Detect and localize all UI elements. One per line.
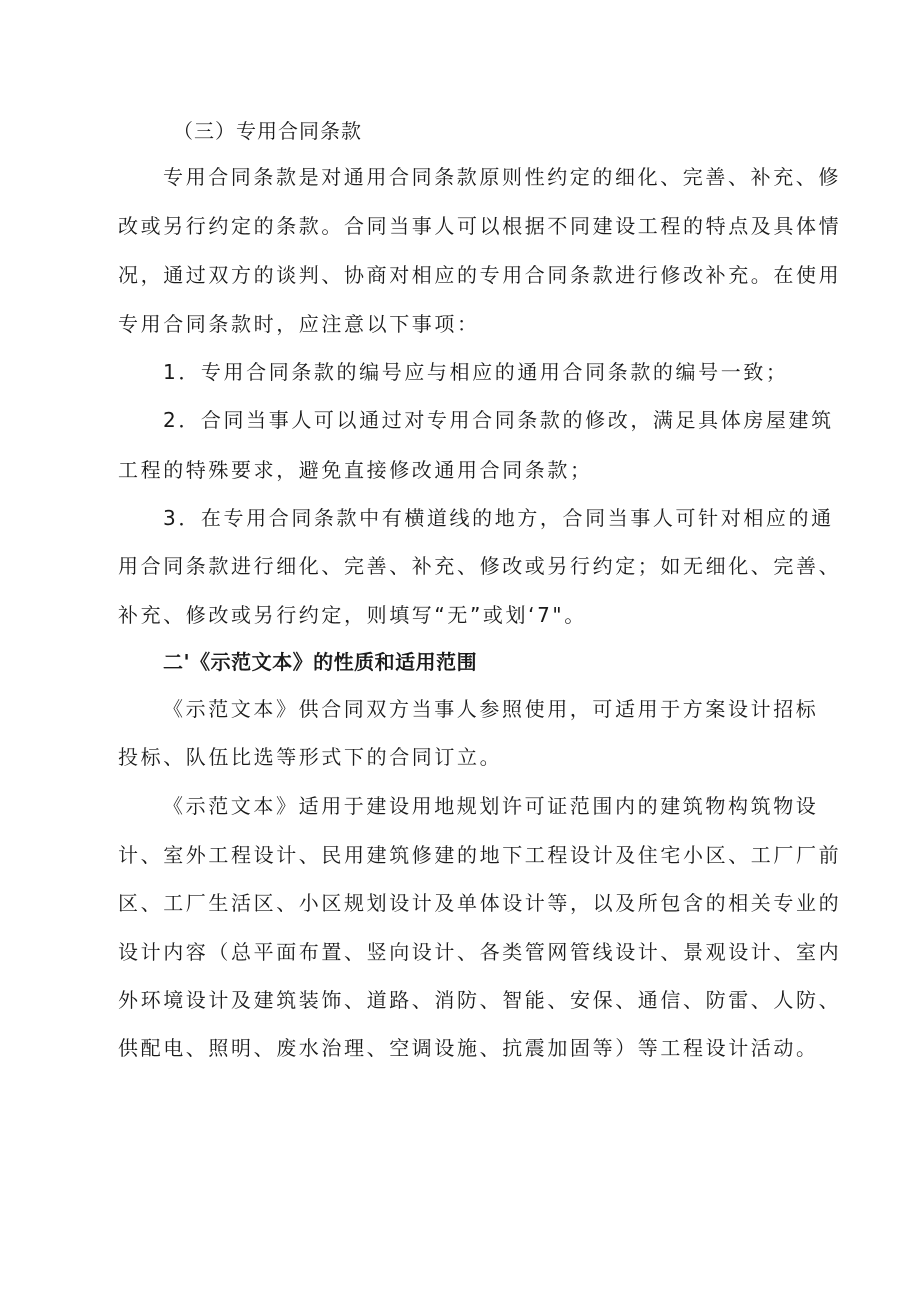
paragraph-line: 区、工厂生活区、小区规划设计及单体设计等，以及所包含的相关专业的 xyxy=(118,891,842,915)
paragraph-line: 投标、队伍比选等形式下的合同订立。 xyxy=(118,745,503,769)
paragraph-line: 《示范文本》供合同双方当事人参照使用，可适用于方案设计招标 xyxy=(163,697,819,721)
paragraph-line: 供配电、照明、废水治理、空调设施、抗震加固等）等工程设计活动。 xyxy=(118,1036,819,1060)
list-item-3-continued: 用合同条款进行细化、完善、补充、修改或另行约定；如无细化、完善、 xyxy=(118,554,842,578)
list-item-1: 1．专用合同条款的编号应与相应的通用合同条款的编号一致； xyxy=(163,360,789,384)
section2-heading: 二'《示范文本》的性质和适用范围 xyxy=(163,650,478,674)
section3-heading: （三）专用合同条款 xyxy=(173,119,362,143)
list-item-2: 2．合同当事人可以通过对专用合同条款的修改，满足具体房屋建筑 xyxy=(163,408,834,432)
paragraph-line: 计、室外工程设计、民用建筑修建的地下工程设计及住宅小区、工厂厂前 xyxy=(118,843,842,867)
paragraph-line: 专用合同条款时，应注意以下事项： xyxy=(118,312,480,336)
paragraph-line: 况，通过双方的谈判、协商对相应的专用合同条款进行修改补充。在使用 xyxy=(118,263,842,287)
list-item-3: 3．在专用合同条款中有横道线的地方，合同当事人可针对相应的通 xyxy=(163,506,834,530)
paragraph-line: 设计内容（总平面布置、竖向设计、各类管网管线设计、景观设计、室内 xyxy=(118,940,842,964)
list-item-2-continued: 工程的特殊要求，避免直接修改通用合同条款； xyxy=(118,458,593,482)
paragraph-line: 《示范文本》适用于建设用地规划许可证范围内的建筑物构筑物设 xyxy=(163,794,819,818)
paragraph-line: 外环境设计及建筑装饰、道路、消防、智能、安保、通信、防雷、人防、 xyxy=(118,988,842,1012)
paragraph-line: 改或另行约定的条款。合同当事人可以根据不同建设工程的特点及具体情 xyxy=(118,214,842,238)
paragraph-line: 专用合同条款是对通用合同条款原则性约定的细化、完善、补充、修 xyxy=(163,165,841,189)
list-item-3-continued: 补充、修改或另行约定，则填写“无”或划‘7"。 xyxy=(118,603,587,627)
